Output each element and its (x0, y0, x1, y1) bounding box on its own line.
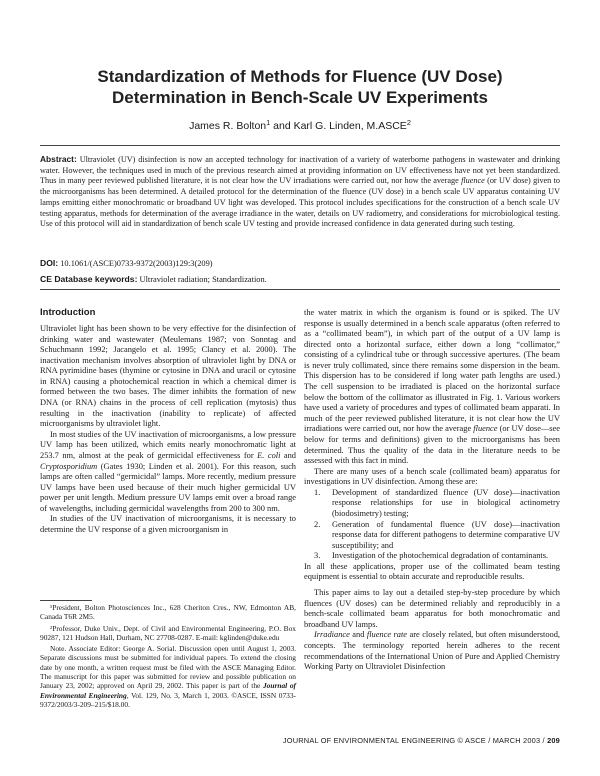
uses-list (304, 488, 560, 562)
doi-label: DOI: (40, 258, 59, 268)
abstract-label: Abstract: (40, 154, 77, 164)
right-p5-b: are closely related, but often misunderstood, concepts. The terminology reported herein adheres to the recent recommendations of the International Union of Pure and Applied Chemistry Working Party on Ultraviolet Disinfection (304, 630, 561, 672)
list-number: 2. (314, 519, 321, 529)
author-2-affiliation-mark: 2 (406, 118, 411, 127)
intro-p2-crypto: Cryptosporidium (40, 461, 98, 471)
author-1: James R. Bolton (189, 120, 267, 132)
footer-page-number: 209 (547, 736, 560, 745)
right-p5-a: and (349, 630, 367, 640)
intro-p2-c: (Gates 1930; Linden et al. 2001). For this reason, such lamps are often called “germicidal” lamps. More recently, medium pressure UV lamps have been used because of their much higher germicidal UV power per unit length. Medium pressure UV lamps emit over a broad range of wavelengths, including germicidal wavelengths from 200 to 300 nm. (40, 461, 296, 513)
list-item (304, 520, 560, 552)
keywords-line (40, 274, 560, 285)
note-text-a: Note. Associate Editor: George A. Sorial. Discussion open until August 1, 2003. Separate discussions must be submitted for individual papers. To extend the closing date by one month, a written request must be filed with the ASCE Managing Editor. The manuscript for this paper was submitted for review and possible publication on January 23, 2002; approved on April 29, 2002. This paper is part of the (40, 644, 296, 691)
intro-p2-a: In most studies of the UV inactivation of microorganisms, a low pressure UV lamp has been utilized, which emits nearly monochromatic light at 253.7 nm, almost at the peak of germicidal effectiveness for (40, 429, 296, 460)
abstract (40, 154, 560, 230)
abstract-text-b: (or UV dose) given to the microorganisms has been determined. A detailed protocol for the determination of the fluence (UV dose) in a bench scale UV apparatus containing UV lamps emitting either monochromatic or broadband UV light was developed. This protocol includes specifications for the construction of a bench scale UV testing apparatus, methods for determination of the average irradiance in the water, details on UV radiometry, and considerations for microbiological testing. Use of this protocol will aid in standardization of bench scale UV testing and provide increased confidence in data generated during such testing. (40, 176, 560, 229)
left-column (40, 324, 296, 536)
right-paragraph-2: There are many uses of a bench scale (collimated beam) apparatus for investigations in UV disinfection. Among these are: (304, 466, 560, 487)
paper-title (40, 66, 560, 108)
list-item (304, 488, 560, 520)
note-text-b: , Vol. 129, No. 3, March 1, 2003. ©ASCE, ISSN 0733-9372/2003/3-209–215/$18.00. (40, 690, 296, 709)
list-text: Development of standardized fluence (UV dose)—inactivation response relationships for use in biological actinometry (biodosimetry) testing; (332, 487, 560, 518)
right-p1-b: (or UV dose—see below for terms and definitions) given to the microorganisms has been determined. Thus the quality of the data in the literature needs to be assessed with this fact in mind. (304, 424, 560, 466)
intro-paragraph-1: Ultraviolet light has been shown to be very effective for the disinfection of drinking water and wastewater (Meulemans 1987; von Sonntag and Schuchmann 1992; Jacangelo et al. 1995; Clancy et al. 2000). The inactivation mechanism involves absorption of ultraviolet light by DNA or RNA pyrimidine bases (thymine or cytosine in DNA and uracil or cytosine in RNA) causing a photochemical reaction in which a chemical dimer is formed between the two bases. The dimer inhibits the formation of new DNA (or RNA) chains in the process of cell replication (mytosis) thus resulting in the inactivation (inability to replicate) of affected microorganisms by ultraviolet light. (40, 324, 296, 429)
right-paragraph-4: This paper aims to lay out a detailed step-by-step procedure by which fluences (UV doses) can be determined reliably and reproducibly in a bench-scale collimated beam apparatus for both monochromatic and broadband UV lamps. (304, 588, 560, 629)
right-p1-a: the water matrix in which the organism is found or is spiked. The UV response is usually determined in a bench scale apparatus (often referred to as a “collimated beam”), in which part of the output of a UV lamp is directed onto a horizontal surface, either down a long “collimator,” consisting of a cylindrical tube or through successive apertures. (The beam is never truly collimated, since there remains some dispersion in the beam. This dispersion has to be considered if long water path lengths are used.) The cell suspension to be irradiated is placed on the horizontal surface below the bottom of the collimator as illustrated in Fig. 1. Various workers have used a variety of procedures and types of collimated beam apparati. In much of the peer reviewed published literature, it is not clear how the UV irradiations were carried out, nor how the average (304, 308, 560, 434)
right-p5-irradiance: Irradiance (314, 630, 350, 640)
intro-p2-ecoli: E. coli (257, 450, 281, 460)
author-1-affiliation-mark: 1 (266, 118, 271, 127)
title-line-1: Standardization of Methods for Fluence (UV Dose) (97, 67, 503, 86)
top-divider (40, 145, 560, 146)
right-paragraph-1 (304, 308, 560, 467)
intro-paragraph-2 (40, 430, 296, 515)
doi-value[interactable]: 10.1061/(ASCE)0733-9372(2003)129:3(209) (58, 259, 213, 268)
title-line-2: Determination in Bench-Scale UV Experiments (112, 88, 488, 107)
footnote-divider (40, 600, 92, 601)
list-number: 1. (314, 487, 321, 497)
doi-line (40, 258, 560, 269)
bottom-divider (40, 289, 560, 290)
footnote-2: ²Professor, Duke Univ., Dept. of Civil and Environmental Engineering, P.O. Box 90287, 121 Hudson Hall, Durham, NC 27708-0287. E-mail: kglinden@duke.edu (40, 623, 296, 642)
right-p1-italic: fluence (473, 424, 498, 434)
page-footer (283, 736, 560, 745)
abstract-italic: fluence (461, 176, 485, 186)
list-number: 3. (314, 551, 321, 561)
intro-p2-b: and (280, 450, 296, 460)
footer-journal: JOURNAL OF ENVIRONMENTAL ENGINEERING © ASCE / MARCH 2003 / (282, 736, 548, 745)
author-conjunction: and (270, 120, 294, 132)
section-heading-introduction: Introduction (40, 307, 96, 318)
right-column (304, 308, 560, 673)
right-paragraph-5 (304, 630, 560, 672)
note-journal-name: Journal of Environmental Engineering (40, 681, 296, 700)
list-text: Generation of fundamental fluence (UV dose)—inactivation response data for different pathogens to determine comparative UV susceptibility; and (332, 519, 560, 550)
footnote-1: ¹President, Bolton Photosciences Inc., 628 Cheriton Cres., NW, Edmonton AB, Canada T6R 2M5. (40, 603, 296, 622)
intro-paragraph-3: In studies of the UV inactivation of microorganisms, it is necessary to determine the UV response of a given microorganism in (40, 514, 296, 534)
list-text: Investigation of the photochemical degradation of contaminants. (332, 551, 549, 561)
author-2: Karl G. Linden, M.ASCE (293, 120, 407, 132)
author-list (40, 119, 560, 133)
keywords-value: Ultraviolet radiation; Standardization. (137, 275, 267, 284)
abstract-text-a: Ultraviolet (UV) disinfection is now an accepted technology for inactivation of a variety of waterborne pathogens in wastewater and drinking water. However, the techniques used in much of the previous research aimed at providing information on UV effectiveness have not yet been standardized. Thus in many peer reviewed published literature, it is not clear how the UV irradiations were carried out, nor how the average (40, 155, 560, 186)
right-p5-fluence-rate: fluence rate (366, 630, 408, 640)
right-paragraph-3: In all these applications, proper use of the collimated beam testing equipment is essential to obtain accurate and reproducible results. (304, 561, 560, 582)
footnotes (40, 603, 296, 711)
editorial-note (40, 644, 296, 709)
keywords-label: CE Database keywords: (40, 274, 138, 284)
list-item (304, 551, 560, 562)
